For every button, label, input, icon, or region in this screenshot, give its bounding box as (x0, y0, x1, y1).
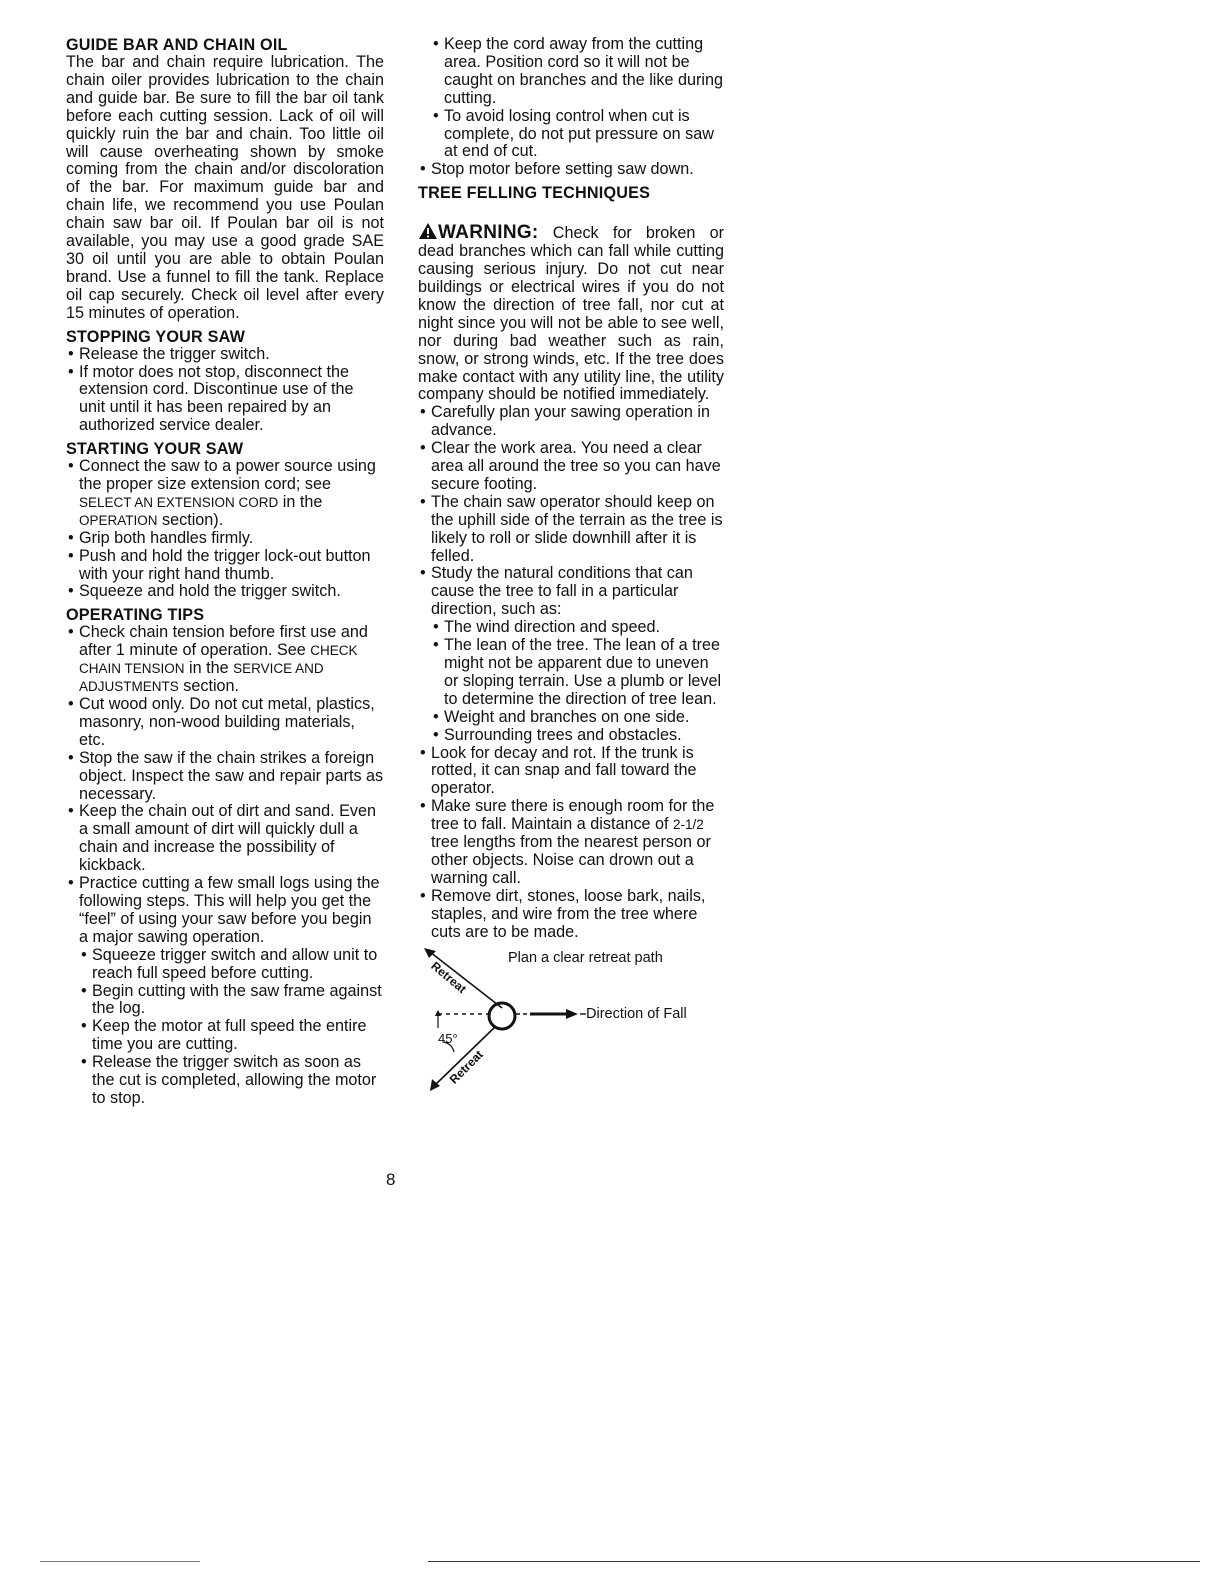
starting-heading: STARTING YOUR SAW (66, 440, 244, 459)
tips-item-text-c: section. (178, 677, 240, 696)
felling-diagram (418, 948, 724, 1118)
bottom-rule-right (428, 1561, 1200, 1562)
section-reference: CHECK CHAIN TENSION (79, 643, 358, 677)
room-text-b: tree lengths from the nearest person or other objects. Noise can drown out a warning call. (431, 833, 711, 887)
list-item: • Carefully plan your sawing operation in advance. (418, 404, 724, 440)
list-item: • Keep the cord away from the cutting area. Position cord so it will not be caught on branches and the like during cutting. (431, 36, 724, 108)
distance-value: 2-1/2 (673, 817, 704, 833)
guide-bar-body: The bar and chain require lubrication. The chain oiler provides lubrication to the chain and guide bar. Be sure to fill the bar oil tank before each cutting session. Lack of oil will quickly ruin the bar and chain. Too little oil will cause overheating shown by smoke coming from the chain and/or discoloration of the bar. For maximum guide bar and chain life, we recommend you use Poulan chain saw bar oil. If Poulan bar oil is not available, you may use a good grade SAE 30 oil until you are able to obtain Poulan brand. Use a funnel to fill the tank. Replace oil cap securely. Check oil level after every 15 minutes of operation. (66, 53, 384, 322)
stop-motor-list (418, 161, 724, 179)
list-item: • Remove dirt, stones, loose bark, nails, staples, and wire from the tree where cuts are to be made. (418, 888, 724, 942)
list-item (418, 798, 724, 888)
warning-text: Check for broken or dead branches which can fall while cutting causing serious injury. Do not cut near buildings or electrical wires if you do not know the direction of tree fall, nor cut at night since you will not be able to see well, nor during bad weather such as rain, snow, or strong winds, etc. If the tree does make contact with any utility line, the utility company should be notified immediately. (418, 224, 724, 404)
cord-tips-list (431, 36, 724, 161)
operating-tips-heading: OPERATING TIPS (66, 606, 205, 625)
warning-word: WARNING: (438, 222, 539, 244)
left-column (66, 36, 384, 1108)
retreat-label-bottom: Retreat (446, 1046, 486, 1087)
list-item: • Begin cutting with the saw frame against the log. (79, 983, 384, 1019)
list-item: • Study the natural conditions that can cause the tree to fall in a particular direction, such as: (418, 565, 724, 619)
list-item: • The wind direction and speed. (431, 619, 724, 637)
section-reference: SERVICE AND ADJUSTMENTS (79, 661, 324, 695)
guide-bar-heading: GUIDE BAR AND CHAIN OIL (66, 36, 288, 54)
list-item: • Release the trigger switch. (66, 346, 384, 364)
natural-conditions-list (431, 619, 724, 744)
list-item: • The lean of the tree. The lean of a tree might not be apparent due to uneven or sloping terrain. Use a plumb or level to determine the direction of tree lean. (431, 637, 724, 709)
list-item: • If motor does not stop, disconnect the extension cord. Discontinue use of the unit until it has been repaired by an authorized service dealer. (66, 364, 384, 436)
list-item: • To avoid losing control when cut is complete, do not put pressure on saw at end of cut. (431, 108, 724, 162)
list-item: • Stop motor before setting saw down. (418, 161, 724, 179)
list-item: • Clear the work area. You need a clear area all around the tree so you can have secure footing. (418, 440, 724, 494)
section-reference: OPERATION (79, 512, 158, 528)
list-item: • Keep the chain out of dirt and sand. Even a small amount of dirt will quickly dull a chain and increase the possibility of kickback. (66, 803, 384, 875)
list-item: • Keep the motor at full speed the entire time you are cutting. (79, 1018, 384, 1054)
starting-item-text-c: section). (157, 510, 224, 529)
stopping-heading: STOPPING YOUR SAW (66, 327, 246, 346)
tips-item-text-b: in the (184, 659, 234, 678)
list-item: • The chain saw operator should keep on the uphill side of the terrain as the tree is likely to roll or slide downhill after it is felled. (418, 494, 724, 566)
list-item: • Weight and branches on one side. (431, 709, 724, 727)
list-item: • Push and hold the trigger lock-out button with your right hand thumb. (66, 548, 384, 584)
room-text-a: Make sure there is enough room for the tree to fall. Maintain a distance of (431, 797, 715, 834)
list-item: • Practice cutting a few small logs using the following steps. This will help you get the “feel” of using your saw before you begin a major sawing operation. (66, 875, 384, 947)
list-item: • Squeeze and hold the trigger switch. (66, 583, 384, 601)
felling-list-continued (418, 745, 724, 942)
bottom-rule-left (40, 1561, 200, 1562)
list-item: • Squeeze trigger switch and allow unit to reach full speed before cutting. (79, 947, 384, 983)
direction-of-fall-label: Direction of Fall (586, 1005, 687, 1022)
felling-list (418, 404, 724, 619)
page-number: 8 (386, 1170, 396, 1189)
starting-item-text-b: in the (278, 492, 323, 511)
list-item: • Release the trigger switch as soon as the cut is completed, allowing the motor to stop. (79, 1054, 384, 1108)
list-item: • Stop the saw if the chain strikes a foreign object. Inspect the saw and repair parts as necessary. (66, 750, 384, 804)
retreat-label-top: Retreat (428, 958, 470, 996)
list-item (66, 624, 384, 696)
warning-triangle-icon (418, 222, 438, 240)
section-reference: SELECT AN EXTENSION CORD (79, 494, 279, 510)
plan-retreat-label: Plan a clear retreat path (508, 949, 663, 966)
list-item: • Grip both handles firmly. (66, 530, 384, 548)
right-column (418, 36, 724, 1118)
angle-label: 45° (438, 1030, 458, 1046)
stopping-list (66, 346, 384, 436)
list-item (66, 458, 384, 530)
list-item: • Cut wood only. Do not cut metal, plastics, masonry, non-wood building materials, etc. (66, 696, 384, 750)
warning-paragraph (418, 222, 724, 404)
tree-felling-heading: TREE FELLING TECHNIQUES (418, 184, 651, 203)
starting-list (66, 458, 384, 601)
operating-tips-list (66, 624, 384, 946)
felling-diagram-graphic (418, 948, 724, 1118)
tips-item-text-a: Check chain tension before first use and after 1 minute of operation. See (79, 623, 368, 660)
starting-item-text-a: Connect the saw to a power source using the proper size extension cord; see (79, 457, 376, 494)
practice-steps-list (79, 947, 384, 1108)
list-item: • Surrounding trees and obstacles. (431, 727, 724, 745)
list-item: • Look for decay and rot. If the trunk is rotted, it can snap and fall toward the operator. (418, 745, 724, 799)
